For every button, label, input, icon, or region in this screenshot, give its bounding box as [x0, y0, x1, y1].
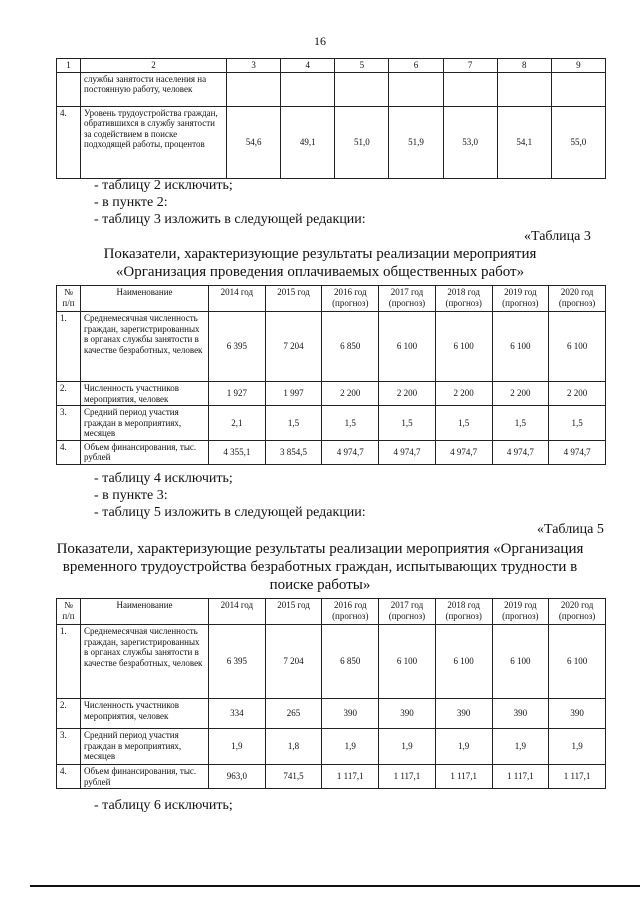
table-caption: «Таблица 3 [524, 229, 591, 244]
header-cell: 2014 год [209, 286, 266, 312]
edit-line: - таблицу 3 изложить в следующей редакции: [94, 212, 366, 227]
edit-line: - в пункте 3: [94, 488, 168, 503]
edit-line: - в пункте 2: [94, 195, 168, 210]
row-num: 4. [57, 765, 81, 789]
cell-value: 4 974,7 [435, 440, 492, 464]
cell-value: 6 395 [209, 312, 266, 382]
header-cell: № п/п [57, 599, 81, 625]
cell-value: 7 204 [265, 625, 322, 699]
table-title: Показатели, характеризующие результаты реализации мероприятия [103, 246, 537, 262]
cell-value: 1,5 [549, 406, 606, 441]
cell-value: 6 850 [322, 625, 379, 699]
header-cell: 1 [57, 59, 81, 73]
cell-value: 1 117,1 [435, 765, 492, 789]
cell-value: 54,6 [227, 106, 281, 178]
cell-value: 6 100 [549, 625, 606, 699]
cell-value: 1 117,1 [549, 765, 606, 789]
row-label: Средний период участия граждан в мероприятиях, месяцев [81, 406, 209, 441]
cell-value: 1,9 [379, 729, 436, 765]
cell-value: 6 100 [379, 625, 436, 699]
cell-value: 1,9 [435, 729, 492, 765]
row-num: 2. [57, 382, 81, 406]
cell-value: 1,9 [492, 729, 549, 765]
edit-line: - таблицу 5 изложить в следующей редакции: [94, 505, 366, 520]
cell-value: 1,5 [322, 406, 379, 441]
cell-value: 6 395 [209, 625, 266, 699]
table-row [57, 699, 606, 729]
header-cell: 9 [551, 59, 605, 73]
header-cell: 2018 год (прогноз) [435, 286, 492, 312]
table-row [57, 625, 606, 699]
row-num [57, 72, 81, 106]
row-label: Средний период участия граждан в мероприятиях, месяцев [81, 729, 209, 765]
header-cell: Наименование [81, 286, 209, 312]
header-cell: 2020 год (прогноз) [549, 286, 606, 312]
cell-value: 1,5 [435, 406, 492, 441]
cell-value: 1,8 [265, 729, 322, 765]
header-cell: 2014 год [209, 599, 266, 625]
bottom-rule [30, 885, 640, 887]
cell-value: 2 200 [492, 382, 549, 406]
cell-value: 4 974,7 [379, 440, 436, 464]
header-cell: 7 [443, 59, 497, 73]
cell-value: 1,9 [322, 729, 379, 765]
header-cell: 2 [81, 59, 227, 73]
cell-value: 4 355,1 [209, 440, 266, 464]
row-label: службы занятости населения на постоянную работу, человек [81, 72, 227, 106]
cell-value: 3 854,5 [265, 440, 322, 464]
cell-value: 390 [435, 699, 492, 729]
cell-value: 53,0 [443, 106, 497, 178]
cell-value: 6 100 [379, 312, 436, 382]
header-cell: 2016 год (прогноз) [322, 286, 379, 312]
table-caption: «Таблица 5 [537, 522, 604, 537]
header-cell: 2017 год (прогноз) [379, 599, 436, 625]
cell-value: 55,0 [551, 106, 605, 178]
header-cell: 6 [389, 59, 443, 73]
cell-value: 1 117,1 [492, 765, 549, 789]
header-cell: 2019 год (прогноз) [492, 599, 549, 625]
table-row [57, 312, 606, 382]
cell-value: 390 [379, 699, 436, 729]
cell-value: 1 927 [209, 382, 266, 406]
page-number: 16 [314, 34, 326, 48]
cell-value: 51,0 [335, 106, 389, 178]
header-cell: 2015 год [265, 286, 322, 312]
cell-value: 54,1 [497, 106, 551, 178]
table-row [57, 765, 606, 789]
cell-value: 390 [549, 699, 606, 729]
row-num: 1. [57, 312, 81, 382]
cell-value: 2,1 [209, 406, 266, 441]
edit-line: - таблицу 4 исключить; [94, 471, 233, 486]
cell-value: 390 [322, 699, 379, 729]
row-num: 4. [57, 440, 81, 464]
cell-value: 1 117,1 [322, 765, 379, 789]
cell-value: 1,9 [549, 729, 606, 765]
cell-value: 6 100 [492, 312, 549, 382]
header-cell: 2020 год (прогноз) [549, 599, 606, 625]
header-cell: 8 [497, 59, 551, 73]
row-label: Среднемесячная численность граждан, зарегистрированных в органах службы занятости в качестве безработных, человек [81, 625, 209, 699]
header-cell: 2016 год (прогноз) [322, 599, 379, 625]
header-cell: 2017 год (прогноз) [379, 286, 436, 312]
cell-value: 390 [492, 699, 549, 729]
table-row [57, 406, 606, 441]
table-title: поиске работы» [269, 577, 371, 593]
table-5 [56, 598, 606, 789]
cell-value: 4 974,7 [322, 440, 379, 464]
cell-value: 265 [265, 699, 322, 729]
edit-line: - таблицу 6 исключить; [94, 798, 233, 813]
cell-value: 6 100 [435, 312, 492, 382]
cell-value: 4 974,7 [549, 440, 606, 464]
cell-value: 2 200 [549, 382, 606, 406]
table-3 [56, 285, 606, 465]
row-label: Численность участников мероприятия, человек [81, 382, 209, 406]
row-num: 3. [57, 406, 81, 441]
cell-value: 2 200 [435, 382, 492, 406]
edit-line: - таблицу 2 исключить; [94, 178, 233, 193]
cell-value: 1 117,1 [379, 765, 436, 789]
row-num: 1. [57, 625, 81, 699]
row-num: 3. [57, 729, 81, 765]
table-header-row [57, 599, 606, 625]
cell-value: 2 200 [322, 382, 379, 406]
cell-value: 741,5 [265, 765, 322, 789]
header-cell: Наименование [81, 599, 209, 625]
table-title: временного трудоустройства безработных граждан, испытывающих трудности в [62, 559, 578, 575]
cell-value: 1,5 [379, 406, 436, 441]
row-label: Объем финансирования, тыс. рублей [81, 765, 209, 789]
cell-value: 6 100 [492, 625, 549, 699]
row-label: Среднемесячная численность граждан, зарегистрированных в органах службы занятости в качестве безработных, человек [81, 312, 209, 382]
table-header-row [57, 286, 606, 312]
table-title: «Организация проведения оплачиваемых общественных работ» [115, 264, 525, 280]
cell-value: 51,9 [389, 106, 443, 178]
row-num: 2. [57, 699, 81, 729]
cell-value: 1,5 [265, 406, 322, 441]
cell-value: 7 204 [265, 312, 322, 382]
table-title: Показатели, характеризующие результаты реализации мероприятия «Организация [56, 541, 584, 557]
header-cell: 2018 год (прогноз) [435, 599, 492, 625]
cell-value: 6 100 [549, 312, 606, 382]
header-cell: 5 [335, 59, 389, 73]
row-label: Уровень трудоустройства граждан, обратившихся в службу занятости за содействием в поиске подходящей работы, процентов [81, 106, 227, 178]
table-row [57, 382, 606, 406]
cell-value: 2 200 [379, 382, 436, 406]
cell-value: 1,9 [209, 729, 266, 765]
cell-value: 6 100 [435, 625, 492, 699]
cell-value: 49,1 [281, 106, 335, 178]
cell-value: 1 997 [265, 382, 322, 406]
header-cell: 2019 год (прогноз) [492, 286, 549, 312]
cell-value: 963,0 [209, 765, 266, 789]
table-header-row [57, 59, 606, 73]
header-cell: 4 [281, 59, 335, 73]
cell-value: 4 974,7 [492, 440, 549, 464]
table-row [57, 106, 606, 178]
table-continued [56, 58, 606, 179]
header-cell: № п/п [57, 286, 81, 312]
table-row [57, 440, 606, 464]
cell-value: 1,5 [492, 406, 549, 441]
table-row [57, 729, 606, 765]
row-label: Численность участников мероприятия, человек [81, 699, 209, 729]
cell-value: 334 [209, 699, 266, 729]
header-cell: 3 [227, 59, 281, 73]
cell-value: 6 850 [322, 312, 379, 382]
header-cell: 2015 год [265, 599, 322, 625]
row-num: 4. [57, 106, 81, 178]
table-row [57, 72, 606, 106]
row-label: Объем финансирования, тыс. рублей [81, 440, 209, 464]
